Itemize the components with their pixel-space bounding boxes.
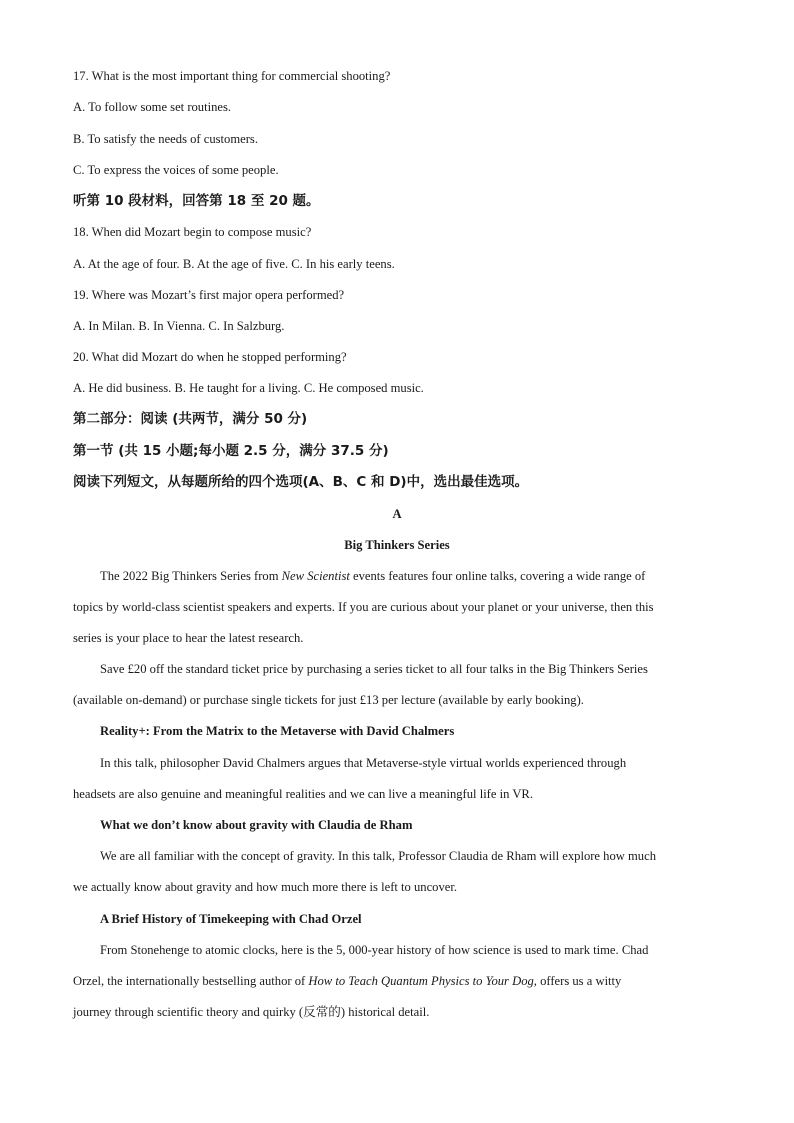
q18-options: A. At the age of four. B. At the age of five. C. In his early teens. [73,257,395,271]
q19-options: A. In Milan. B. In Vienna. C. In Salzburg. [73,319,285,333]
talk-2-line-2: we actually know about gravity and how much more there is left to uncover. [73,880,457,894]
q18-question: 18. When did Mozart begin to compose music? [73,225,312,239]
passage-title: Big Thinkers Series [344,538,450,552]
passage-letter: A [392,507,402,521]
q17-option-c: C. To express the voices of some people. [73,163,279,177]
paragraph-1-line-1: The 2022 Big Thinkers Series from New Scientist events features four online talks, covering a wide range of [100,569,646,583]
talk-3-line-2: Orzel, the internationally bestselling author of How to Teach Quantum Physics to Your Dog, offers us a witty [73,974,622,988]
talk-2-line-1: We are all familiar with the concept of gravity. In this talk, Professor Claudia de Rham will explore how much [100,849,656,863]
paragraph-1-line-2: topics by world-class scientist speakers and experts. If you are curious about your planet or your universe, then this [73,600,654,614]
talk-1-line-2: headsets are also genuine and meaningful realities and we can live a meaningful life in VR. [73,787,533,801]
talk-1-heading: Reality+: From the Matrix to the Metaverse with David Chalmers [100,724,455,738]
section1-header: 第一节 (共 15 小题;每小题 2.5 分，满分 37.5 分) [73,443,389,459]
paragraph-1-line-3: series is your place to hear the latest research. [73,631,304,645]
book-title: How to Teach Quantum Physics to Your Dog [308,974,534,988]
talk-3-heading: A Brief History of Timekeeping with Chad Orzel [100,912,362,926]
q20-question: 20. What did Mozart do when he stopped performing? [73,350,347,364]
reading-instructions: 阅读下列短文，从每题所给的四个选项(A、B、C 和 D)中，选出最佳选项。 [73,474,529,490]
paragraph-2-line-1: Save £20 off the standard ticket price by purchasing a series ticket to all four talks in the Big Thinkers Series [100,662,648,676]
section10-header: 听第 10 段材料，回答第 18 至 20 题。 [73,193,320,209]
talk-3-line-3: journey through scientific theory and quirky (反常的) historical detail. [73,1005,430,1019]
talk-3-line-1: From Stonehenge to atomic clocks, here is the 5, 000-year history of how science is used to mark time. Chad [100,943,649,957]
talk-1-line-1: In this talk, philosopher David Chalmers argues that Metaverse-style virtual worlds experienced through [100,756,627,770]
q19-question: 19. Where was Mozart’s first major opera performed? [73,288,345,302]
q20-options: A. He did business. B. He taught for a living. C. He composed music. [73,381,424,395]
q17-question: 17. What is the most important thing for commercial shooting? [73,69,391,83]
q17-option-a: A. To follow some set routines. [73,100,232,114]
paragraph-2-line-2: (available on-demand) or purchase single tickets for just £13 per lecture (available by early booking). [73,693,584,707]
part2-header: 第二部分：阅读 (共两节，满分 50 分) [73,411,308,427]
talk-2-heading: What we don’t know about gravity with Claudia de Rham [100,818,413,832]
q17-option-b: B. To satisfy the needs of customers. [73,132,258,146]
publication-name: New Scientist [281,569,350,583]
